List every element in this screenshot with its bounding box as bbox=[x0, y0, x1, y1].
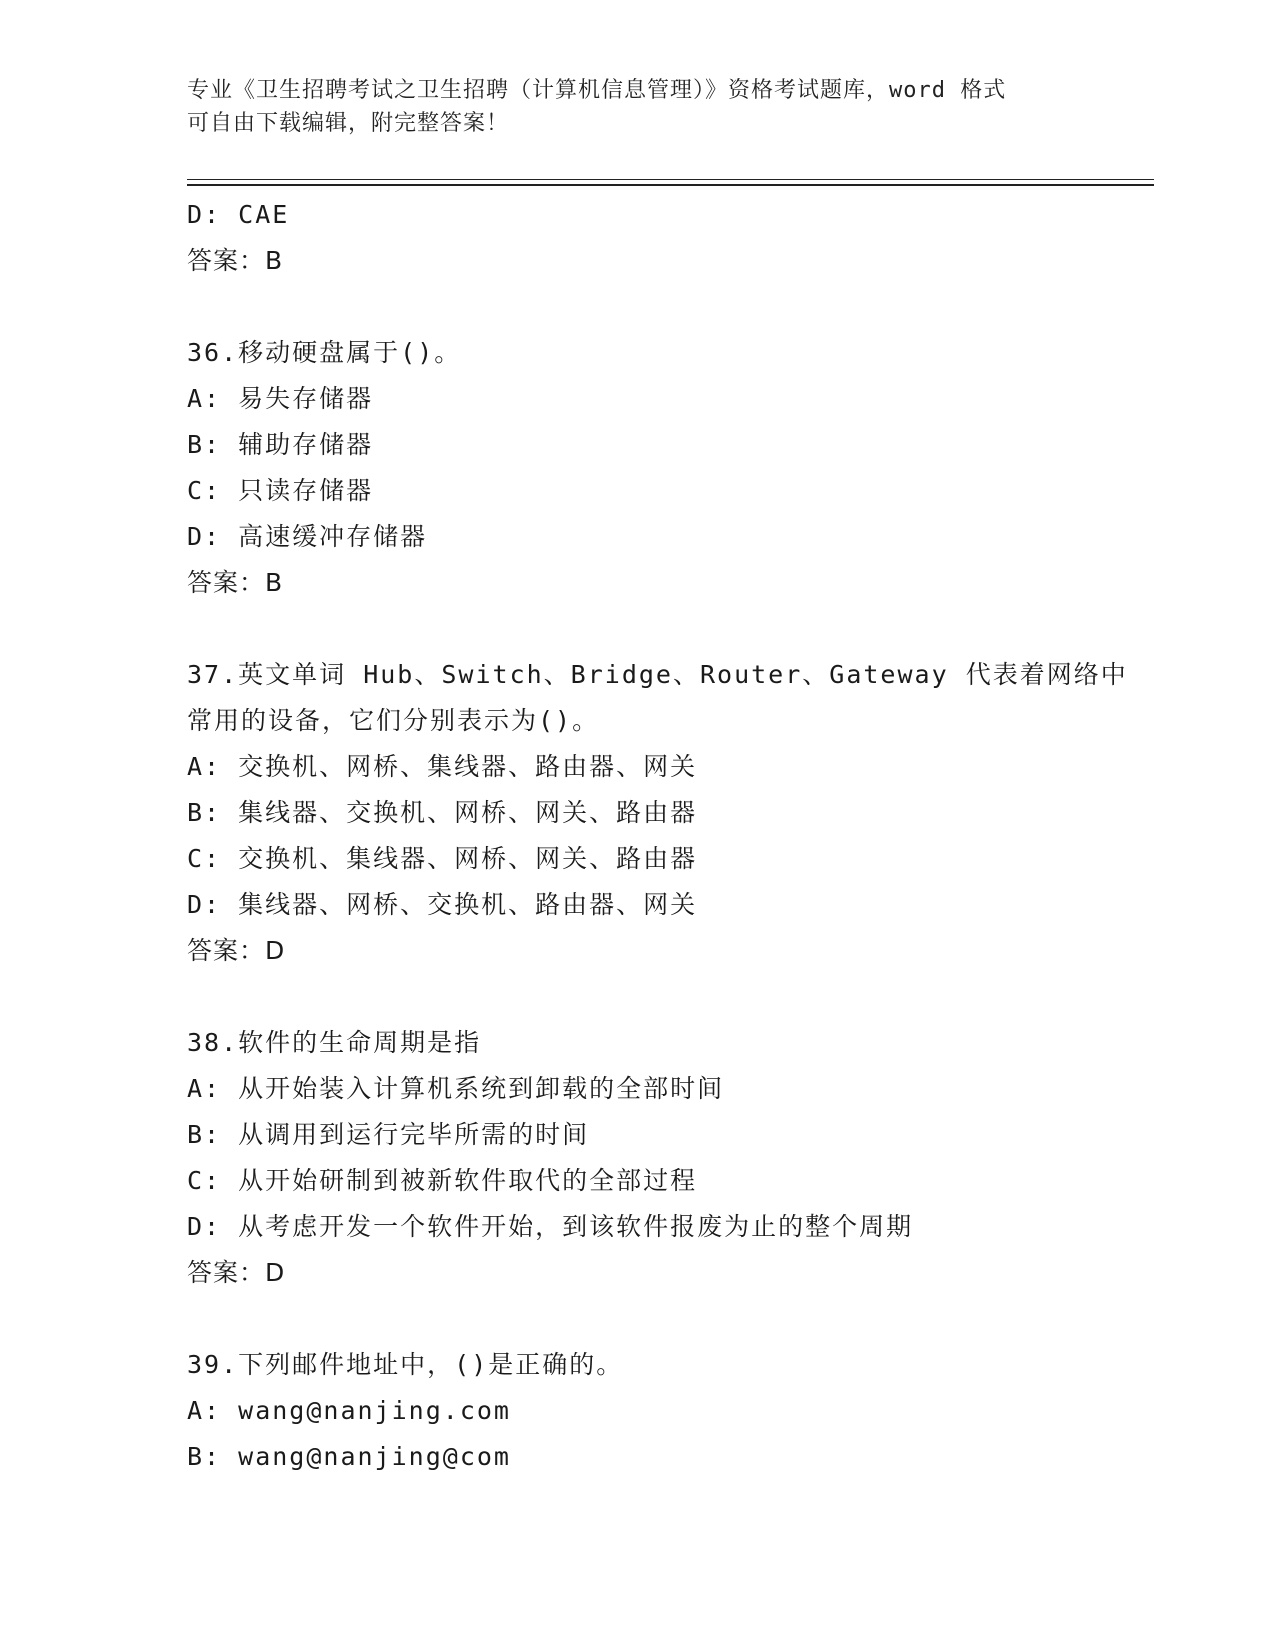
header-divider-thick bbox=[187, 184, 1154, 186]
question-text: 38.软件的生命周期是指 bbox=[187, 1028, 482, 1057]
header-title-line1: 专业《卫生招聘考试之卫生招聘（计算机信息管理）》资格考试题库，word 格式 bbox=[187, 78, 1007, 103]
header-title-line2: 可自由下载编辑，附完整答案！ bbox=[187, 111, 510, 136]
question-39 bbox=[187, 1342, 1087, 1480]
question-text-line1: 37.英文单词 Hub、Switch、Bridge、Router、Gateway 代表着网络中 bbox=[187, 660, 1128, 689]
option-b: B: 集线器、交换机、网桥、网关、路由器 bbox=[187, 798, 698, 827]
option-d: D: 从考虑开发一个软件开始，到该软件报废为止的整个周期 bbox=[187, 1212, 914, 1241]
option-c: C: 只读存储器 bbox=[187, 476, 374, 505]
option-a: A: 交换机、网桥、集线器、路由器、网关 bbox=[187, 752, 698, 781]
option-c: C: 从开始研制到被新软件取代的全部过程 bbox=[187, 1166, 698, 1195]
prev-option-d: D: CAE bbox=[187, 200, 290, 229]
option-a: A: 易失存储器 bbox=[187, 384, 374, 413]
question-37 bbox=[187, 652, 1128, 974]
option-b: B: 从调用到运行完毕所需的时间 bbox=[187, 1120, 590, 1149]
spacer bbox=[187, 284, 1087, 330]
option-a: A: 从开始装入计算机系统到卸载的全部时间 bbox=[187, 1074, 725, 1103]
question-list bbox=[187, 192, 1128, 1480]
option-d: D: 集线器、网桥、交换机、路由器、网关 bbox=[187, 890, 698, 919]
prev-answer: 答案：B bbox=[187, 246, 284, 275]
spacer bbox=[187, 1296, 1087, 1342]
question-text: 36.移动硬盘属于()。 bbox=[187, 338, 462, 367]
option-a: A: wang@nanjing.com bbox=[187, 1396, 511, 1425]
spacer bbox=[187, 974, 1087, 1020]
header-divider-thin bbox=[187, 179, 1154, 180]
option-b: B: 辅助存储器 bbox=[187, 430, 374, 459]
answer: 答案：D bbox=[187, 936, 286, 965]
answer: 答案：D bbox=[187, 1258, 286, 1287]
spacer bbox=[187, 606, 1087, 652]
question-text: 39.下列邮件地址中，()是正确的。 bbox=[187, 1350, 624, 1379]
answer: 答案：B bbox=[187, 568, 284, 597]
question-38 bbox=[187, 1020, 1087, 1296]
question-text-line2: 常用的设备，它们分别表示为()。 bbox=[187, 706, 600, 735]
question-36 bbox=[187, 330, 1087, 606]
page-header bbox=[187, 74, 1067, 140]
option-b: B: wang@nanjing@com bbox=[187, 1442, 511, 1471]
option-c: C: 交换机、集线器、网桥、网关、路由器 bbox=[187, 844, 698, 873]
option-d: D: 高速缓冲存储器 bbox=[187, 522, 428, 551]
